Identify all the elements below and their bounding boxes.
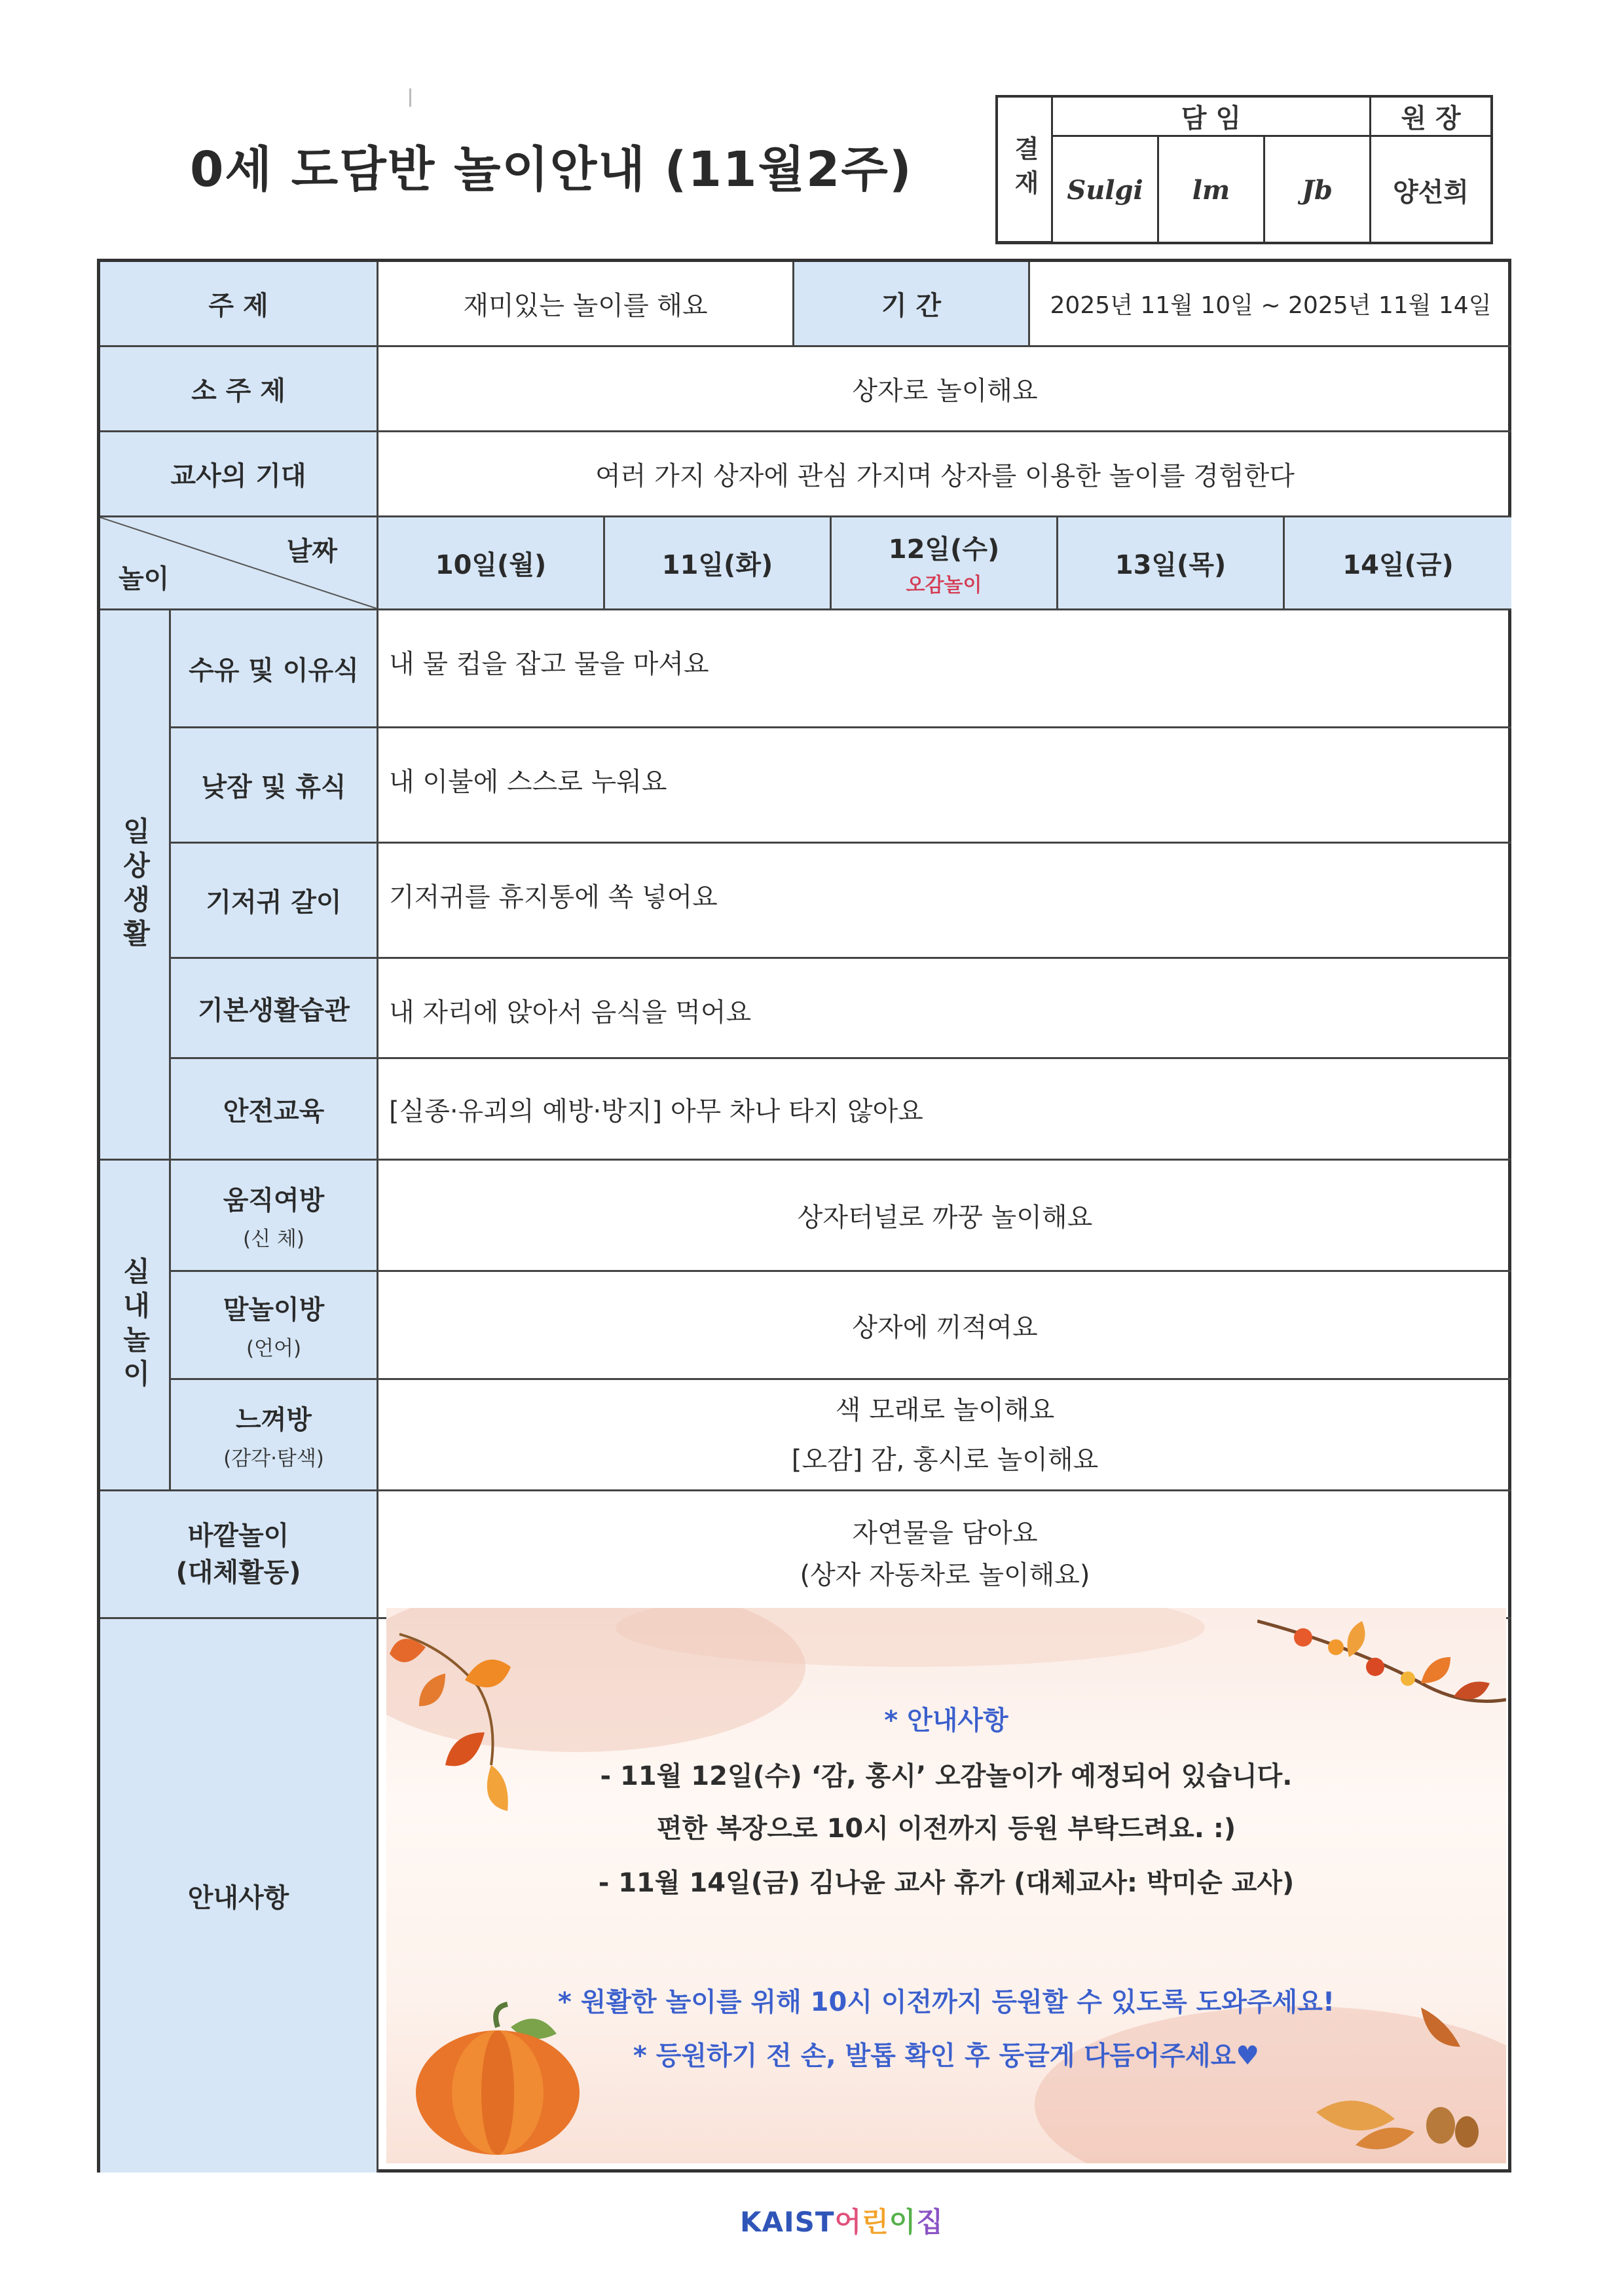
corner-date-label: 날짜 <box>286 536 337 567</box>
notice-line: 편한 복장으로 10시 이전까지 등원 부탁드려요. :) <box>656 1814 1236 1844</box>
pumpkin-icon <box>413 2001 583 2158</box>
notice-line: - 11월 14일(금) 김나윤 교사 휴가 (대체교사: 박미순 교사) <box>598 1868 1295 1898</box>
daily-row-label: 낮잠 및 휴식 <box>171 728 378 844</box>
day-wed <box>832 517 1058 610</box>
subtheme-label: 소 주 제 <box>100 347 378 432</box>
indoor-group-label <box>100 1161 171 1491</box>
signature-2: lm <box>1159 137 1265 243</box>
indoor-group-text: 실내놀이 <box>119 1257 151 1393</box>
indoor-row-value <box>378 1380 1511 1491</box>
indoor-activity: [오감] 감, 홍시로 놀이해요 <box>791 1444 1099 1475</box>
day-thu: 13일(목) <box>1058 517 1285 610</box>
period-label: 기 간 <box>794 262 1030 347</box>
day-wed-label: 12일(수) <box>888 534 1000 565</box>
indoor-row-label <box>171 1161 378 1272</box>
indoor-room-name: 느껴방 <box>236 1404 312 1435</box>
indoor-row-label <box>171 1272 378 1380</box>
indoor-row-value: 상자터널로 까꿍 놀이해요 <box>378 1161 1511 1272</box>
signature-1: Sulgi <box>1053 137 1159 243</box>
daily-row-value: 내 물 컵을 잡고 물을 마셔요 <box>378 610 1511 728</box>
theme-value: 재미있는 놀이를 해요 <box>378 262 794 347</box>
indoor-room-name: 말놀이방 <box>223 1295 325 1325</box>
day-tue: 11일(화) <box>605 517 832 610</box>
theme-label: 주 제 <box>100 262 378 347</box>
logo-char: 이 <box>889 2206 917 2238</box>
indoor-room-name: 움직여방 <box>223 1185 325 1216</box>
approval-label <box>998 98 1053 243</box>
outdoor-activity-alt: (상자 자동차로 놀이해요) <box>800 1560 1090 1590</box>
subtheme-value: 상자로 놀이해요 <box>378 347 1511 432</box>
homeroom-label: 담 임 <box>1053 98 1371 137</box>
expectation-value: 여러 가지 상자에 관심 가지며 상자를 이용한 놀이를 경험한다 <box>378 432 1511 517</box>
scan-mark <box>409 88 411 107</box>
signature-director: 양선희 <box>1393 177 1469 208</box>
notice-line: - 11월 12일(수) ‘감, 홍시’ 오감놀이가 예정되어 있습니다. <box>600 1761 1293 1791</box>
indoor-row-value: 상자에 끼적여요 <box>378 1272 1511 1380</box>
notice-blue-line: * 등원하기 전 손, 발톱 확인 후 둥글게 다듬어주세요♥ <box>633 2041 1260 2071</box>
daily-row-value: 내 이불에 스스로 누워요 <box>378 728 1511 844</box>
period-value: 2025년 11월 10일 ~ 2025년 11월 14일 <box>1030 262 1511 347</box>
notice-board <box>386 1608 1506 2163</box>
approval-label-text: 결재 <box>1010 135 1039 204</box>
day-fri: 14일(금) <box>1285 517 1511 610</box>
logo-char: 집 <box>916 2206 944 2238</box>
director-label: 원 장 <box>1371 98 1490 137</box>
logo-char: 어 <box>834 2206 862 2238</box>
kaist-logo <box>740 2201 944 2240</box>
expectation-label: 교사의 기대 <box>100 432 378 517</box>
daily-group-label <box>100 610 171 1161</box>
outdoor-label <box>100 1491 378 1619</box>
acorn-leaves-icon <box>1290 2001 1486 2158</box>
corner-cell <box>100 517 378 610</box>
daily-row-label: 수유 및 이유식 <box>171 610 378 728</box>
outdoor-label-text: 바깥놀이 <box>187 1521 289 1551</box>
page-title: 0세 도담반 놀이안내 (11월2주) <box>190 141 913 198</box>
outdoor-value <box>378 1491 1511 1619</box>
indoor-room-area: (신 체) <box>243 1227 304 1251</box>
indoor-room-area: (감각·탐색) <box>223 1446 324 1470</box>
indoor-room-area: (언어) <box>246 1337 302 1360</box>
daily-row-value: 내 자리에 앉아서 음식을 먹어요 <box>378 959 1511 1059</box>
outdoor-activity: 자연물을 담아요 <box>852 1518 1038 1548</box>
indoor-row-label <box>171 1380 378 1491</box>
outdoor-sub-text: (대체활동) <box>175 1558 301 1588</box>
daily-row-label: 안전교육 <box>171 1059 378 1161</box>
signature-3: Jb <box>1265 137 1371 243</box>
daily-row-label: 기본생활습관 <box>171 959 378 1059</box>
approval-box <box>995 95 1493 244</box>
daily-row-value: 기저귀를 휴지통에 쏙 넣어요 <box>378 844 1511 959</box>
daily-group-text: 일상생활 <box>119 816 151 953</box>
logo-char: 린 <box>862 2206 889 2238</box>
day-mon: 10일(월) <box>378 517 605 610</box>
daily-row-value: [실종·유괴의 예방·방지] 아무 차나 타지 않아요 <box>378 1059 1511 1161</box>
notice-heading: * 안내사항 <box>884 1706 1008 1736</box>
notice-blue-line: * 원활한 놀이를 위해 10시 이전까지 등원할 수 있도록 도와주세요! <box>557 1987 1335 2017</box>
daily-row-label: 기저귀 갈이 <box>171 844 378 959</box>
notice-label: 안내사항 <box>100 1619 378 2173</box>
day-wed-note: 오감놀이 <box>906 574 982 597</box>
indoor-activity: 색 모래로 놀이해요 <box>835 1394 1055 1425</box>
corner-play-label: 놀이 <box>119 564 170 594</box>
logo-kaist-text: KAIST <box>740 2206 835 2238</box>
